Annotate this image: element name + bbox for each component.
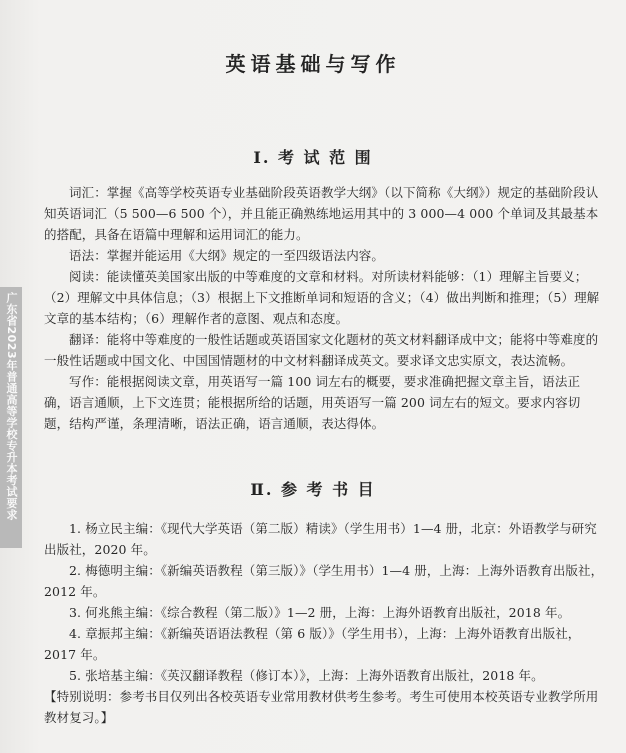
paragraph-grammar: 语法：掌握并能运用《大纲》规定的一至四级语法内容。 xyxy=(69,248,385,263)
reference-list xyxy=(44,518,604,728)
paragraph-vocabulary: 词汇：掌握《高等学校英语专业基础阶段英语教学大纲》（以下简称《大纲》）规定的基础阶段认知英语词汇（5 500—6 500 个），并且能正确熟练地运用其中的 3 000—4 000 个单词及其最基本的搭配，具备在语篇中理解和运用词汇的能力。 xyxy=(44,185,599,242)
reference-item: 4. 章振邦主编：《新编英语语法教程（第 6 版）》（学生用书），上海：上海外语教育出版社，2017 年。 xyxy=(44,626,581,662)
paragraph-reading: 阅读：能读懂英美国家出版的中等难度的文章和材料。对所读材料能够：（1）理解主旨要义；（2）理解文中具体信息；（3）根据上下文推断单词和短语的含义；（4）做出判断和推理；（5）理解文章的基本结构；（6）理解作者的意图、观点和态度。 xyxy=(44,269,600,326)
reference-item: 3. 何兆熊主编：《综合教程（第二版）》1—2 册，上海：上海外语教育出版社，2018 年。 xyxy=(69,605,571,620)
reference-item: 5. 张培基主编：《英汉翻译教程（修订本）》，上海：上海外语教育出版社，2018 年。 xyxy=(69,668,544,683)
section-scope-body xyxy=(44,182,604,434)
paragraph-translation: 翻译：能将中等难度的一般性话题或英语国家文化题材的英文材料翻译成中文；能将中等难度的一般性话题或中国文化、中国国情题材的中文材料翻译成英文。要求译文忠实原文，表达流畅。 xyxy=(44,332,599,368)
special-note: 【特别说明：参考书目仅列出各校英语专业常用教材供考生参考。考生可使用本校英语专业教学所用教材复习。】 xyxy=(44,689,599,725)
paragraph-writing: 写作：能根据阅读文章，用英语写一篇 100 词左右的概要，要求准确把握文章主旨，语法正确，语言通顺，上下文连贯；能根据所给的话题，用英语写一篇 200 词左右的短文。要求内容切题，结构严谨，条理清晰，语法正确，语言通顺，表达得体。 xyxy=(44,374,581,431)
side-tab-label: 广东省2023年普通高等学校专升本考试要求 xyxy=(5,292,18,521)
section-heading-scope: Ⅰ. 考 试 范 围 xyxy=(253,148,373,167)
reference-item: 1. 杨立民主编：《现代大学英语（第二版）精读》（学生用书）1—4 册，北京：外语教学与研究出版社，2020 年。 xyxy=(44,521,597,557)
reference-item: 2. 梅德明主编：《新编英语教程（第三版）》（学生用书）1—4 册，上海：上海外语教育出版社，2012 年。 xyxy=(44,563,604,599)
section-heading-references: Ⅱ. 参 考 书 目 xyxy=(250,480,376,499)
page-title: 英语基础与写作 xyxy=(225,52,401,76)
side-tab xyxy=(0,287,22,548)
